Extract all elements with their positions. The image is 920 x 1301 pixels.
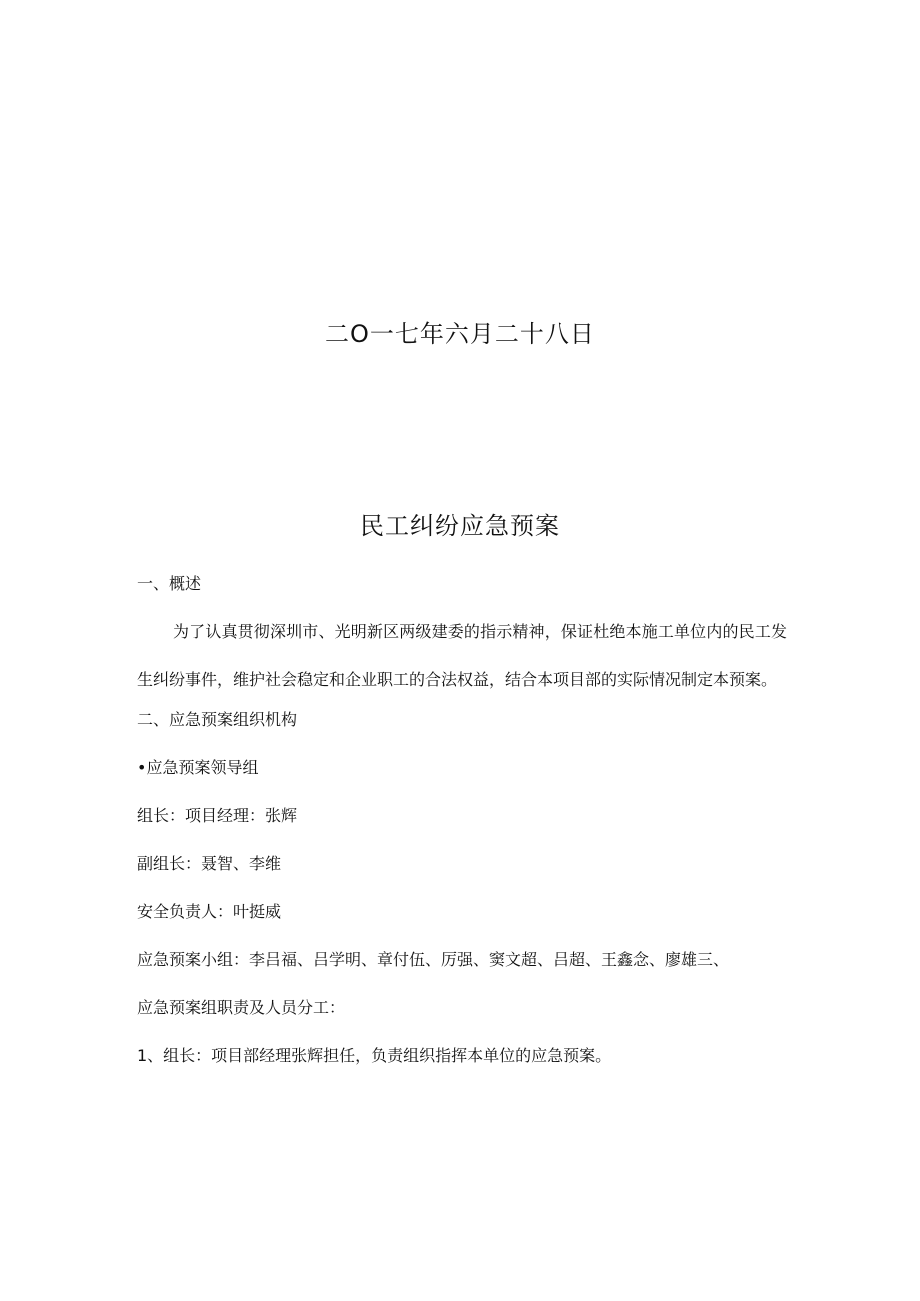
duty-item-1: 1、组长：项目部经理张辉担任，负责组织指挥本单位的应急预案。 <box>137 1046 612 1065</box>
section-1-paragraph: 为了认真贯彻深圳市、光明新区两级建委的指示精神，保证杜绝本施工单位内的民工发生纠纷事件，维护社会稳定和企业职工的合法权益，结合本项目部的实际情况制定本预案。 <box>137 622 787 689</box>
emergency-team-line: 应急预案小组：李吕福、吕学明、章付伍、厉强、窦文超、吕超、王鑫念、廖雄三、 <box>137 950 730 969</box>
section-2-heading: 二、应急预案组织机构 <box>137 710 298 729</box>
cover-date: 二O一七年六月二十八日 <box>325 320 595 348</box>
document-body <box>137 570 787 1090</box>
leadership-group-bullet: •应急预案领导组 <box>137 758 259 777</box>
leader-line: 组长：项目经理：张辉 <box>137 806 298 825</box>
section-1-heading: 一、概述 <box>137 574 202 593</box>
document-title: 民工纠纷应急预案 <box>360 512 560 540</box>
safety-officer-line: 安全负责人：叶挺威 <box>137 902 282 921</box>
duties-heading: 应急预案组职责及人员分工： <box>137 998 346 1017</box>
deputy-leader-line: 副组长：聂智、李维 <box>137 854 282 873</box>
